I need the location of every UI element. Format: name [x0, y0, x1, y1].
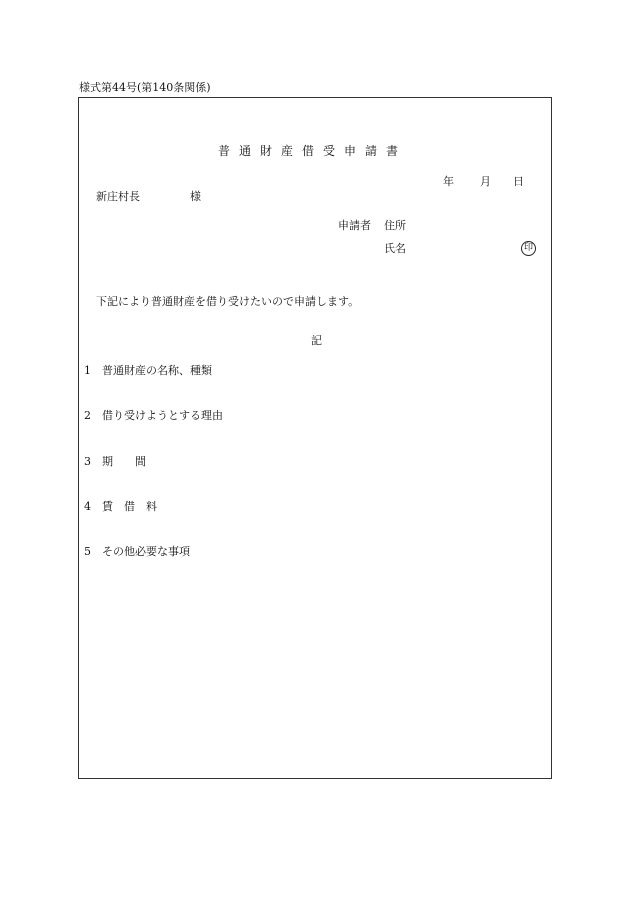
item-number: 2: [84, 409, 91, 422]
form-number: 様式第44号(第140条関係): [79, 81, 211, 94]
item-number: 4: [84, 500, 91, 513]
addressee-honorific: 様: [190, 190, 201, 203]
date-year-label: 年: [443, 175, 454, 188]
date-month-label: 月: [480, 175, 491, 188]
item-label: 賃 借 料: [102, 500, 157, 513]
addressee-name: 新庄村長: [96, 190, 140, 203]
item-label: 借り受けようとする理由: [102, 409, 223, 422]
item-number: 1: [84, 364, 91, 377]
document-title: 普通財産借受申請書: [218, 144, 408, 158]
item-number: 3: [84, 455, 91, 468]
seal-mark: 印: [521, 241, 536, 256]
body-text: 下記により普通財産を借り受けたいので申請します。: [96, 295, 360, 308]
item-label: 期 間: [102, 455, 146, 468]
item-number: 5: [84, 545, 91, 558]
address-label: 住所: [384, 219, 406, 232]
name-label: 氏名: [384, 242, 406, 255]
item-label: 普通財産の名称、種類: [102, 364, 212, 377]
ki-heading: 記: [311, 334, 322, 347]
item-label: その他必要な事項: [102, 545, 190, 558]
applicant-label: 申請者: [338, 219, 371, 232]
date-day-label: 日: [513, 175, 524, 188]
form-frame: [78, 97, 552, 779]
